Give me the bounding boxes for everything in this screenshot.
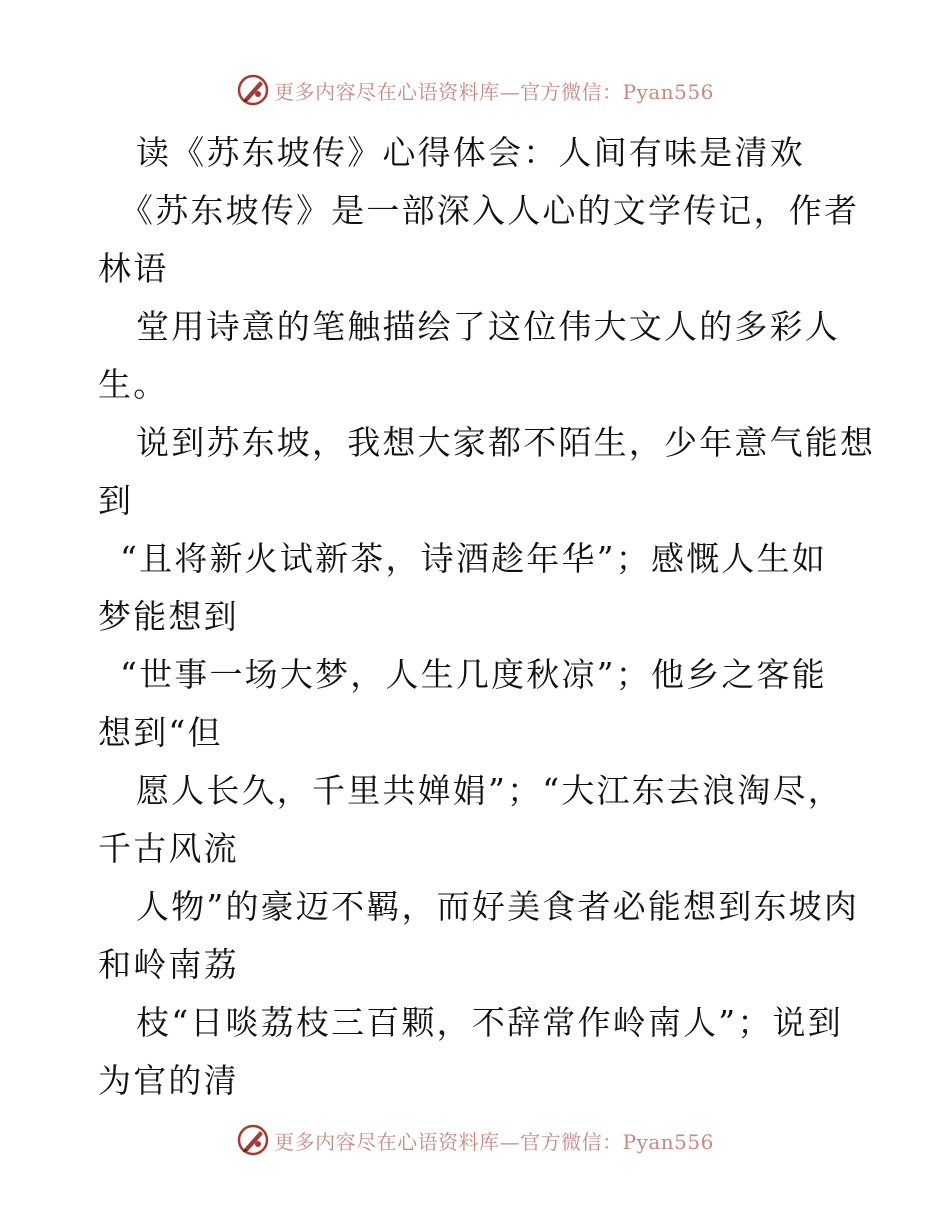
text-line: “且将新火试新茶，诗酒趁年华”；感慨人生如: [120, 539, 827, 578]
pen-logo-icon: [236, 1123, 270, 1157]
watermark-text: 更多内容尽在心语资料库—官方微信：Pyan556: [274, 1129, 714, 1154]
document-title: 读《苏东坡传》心得体会：人间有味是清欢: [136, 133, 805, 172]
text-line: 愿人长久，千里共婵娟”；“大江东去浪淘尽，: [136, 771, 843, 810]
text-line: 梦能想到: [98, 597, 239, 636]
text-line: “世事一场大梦，人生几度秋凉”；他乡之客能: [120, 655, 827, 694]
text-line: 枝“日啖荔枝三百颗，不辞常作岭南人”；说到: [136, 1003, 843, 1042]
pen-logo-icon: [236, 73, 270, 107]
footer-watermark: [0, 1120, 950, 1160]
text-line: 堂用诗意的笔触描绘了这位伟大文人的多彩人: [136, 307, 840, 346]
text-line: 林语: [98, 249, 169, 288]
watermark-text: 更多内容尽在心语资料库—官方微信：Pyan556: [274, 79, 714, 104]
text-line: 说到苏东坡，我想大家都不陌生，少年意气能想: [136, 423, 876, 462]
text-line: 和岭南荔: [98, 945, 239, 984]
header-watermark: [0, 70, 950, 110]
text-line: 想到“但: [98, 713, 223, 752]
text-line: 到: [98, 481, 134, 520]
text-line: 人物”的豪迈不羁，而好美食者必能想到东坡肉: [136, 887, 860, 926]
document-body: [98, 124, 876, 1110]
text-line: 生。: [98, 365, 169, 404]
text-line: 为官的清: [98, 1061, 239, 1100]
text-line: 千古风流: [98, 829, 239, 868]
text-line: 《苏东坡传》是一部深入人心的文学传记，作者: [120, 191, 860, 230]
